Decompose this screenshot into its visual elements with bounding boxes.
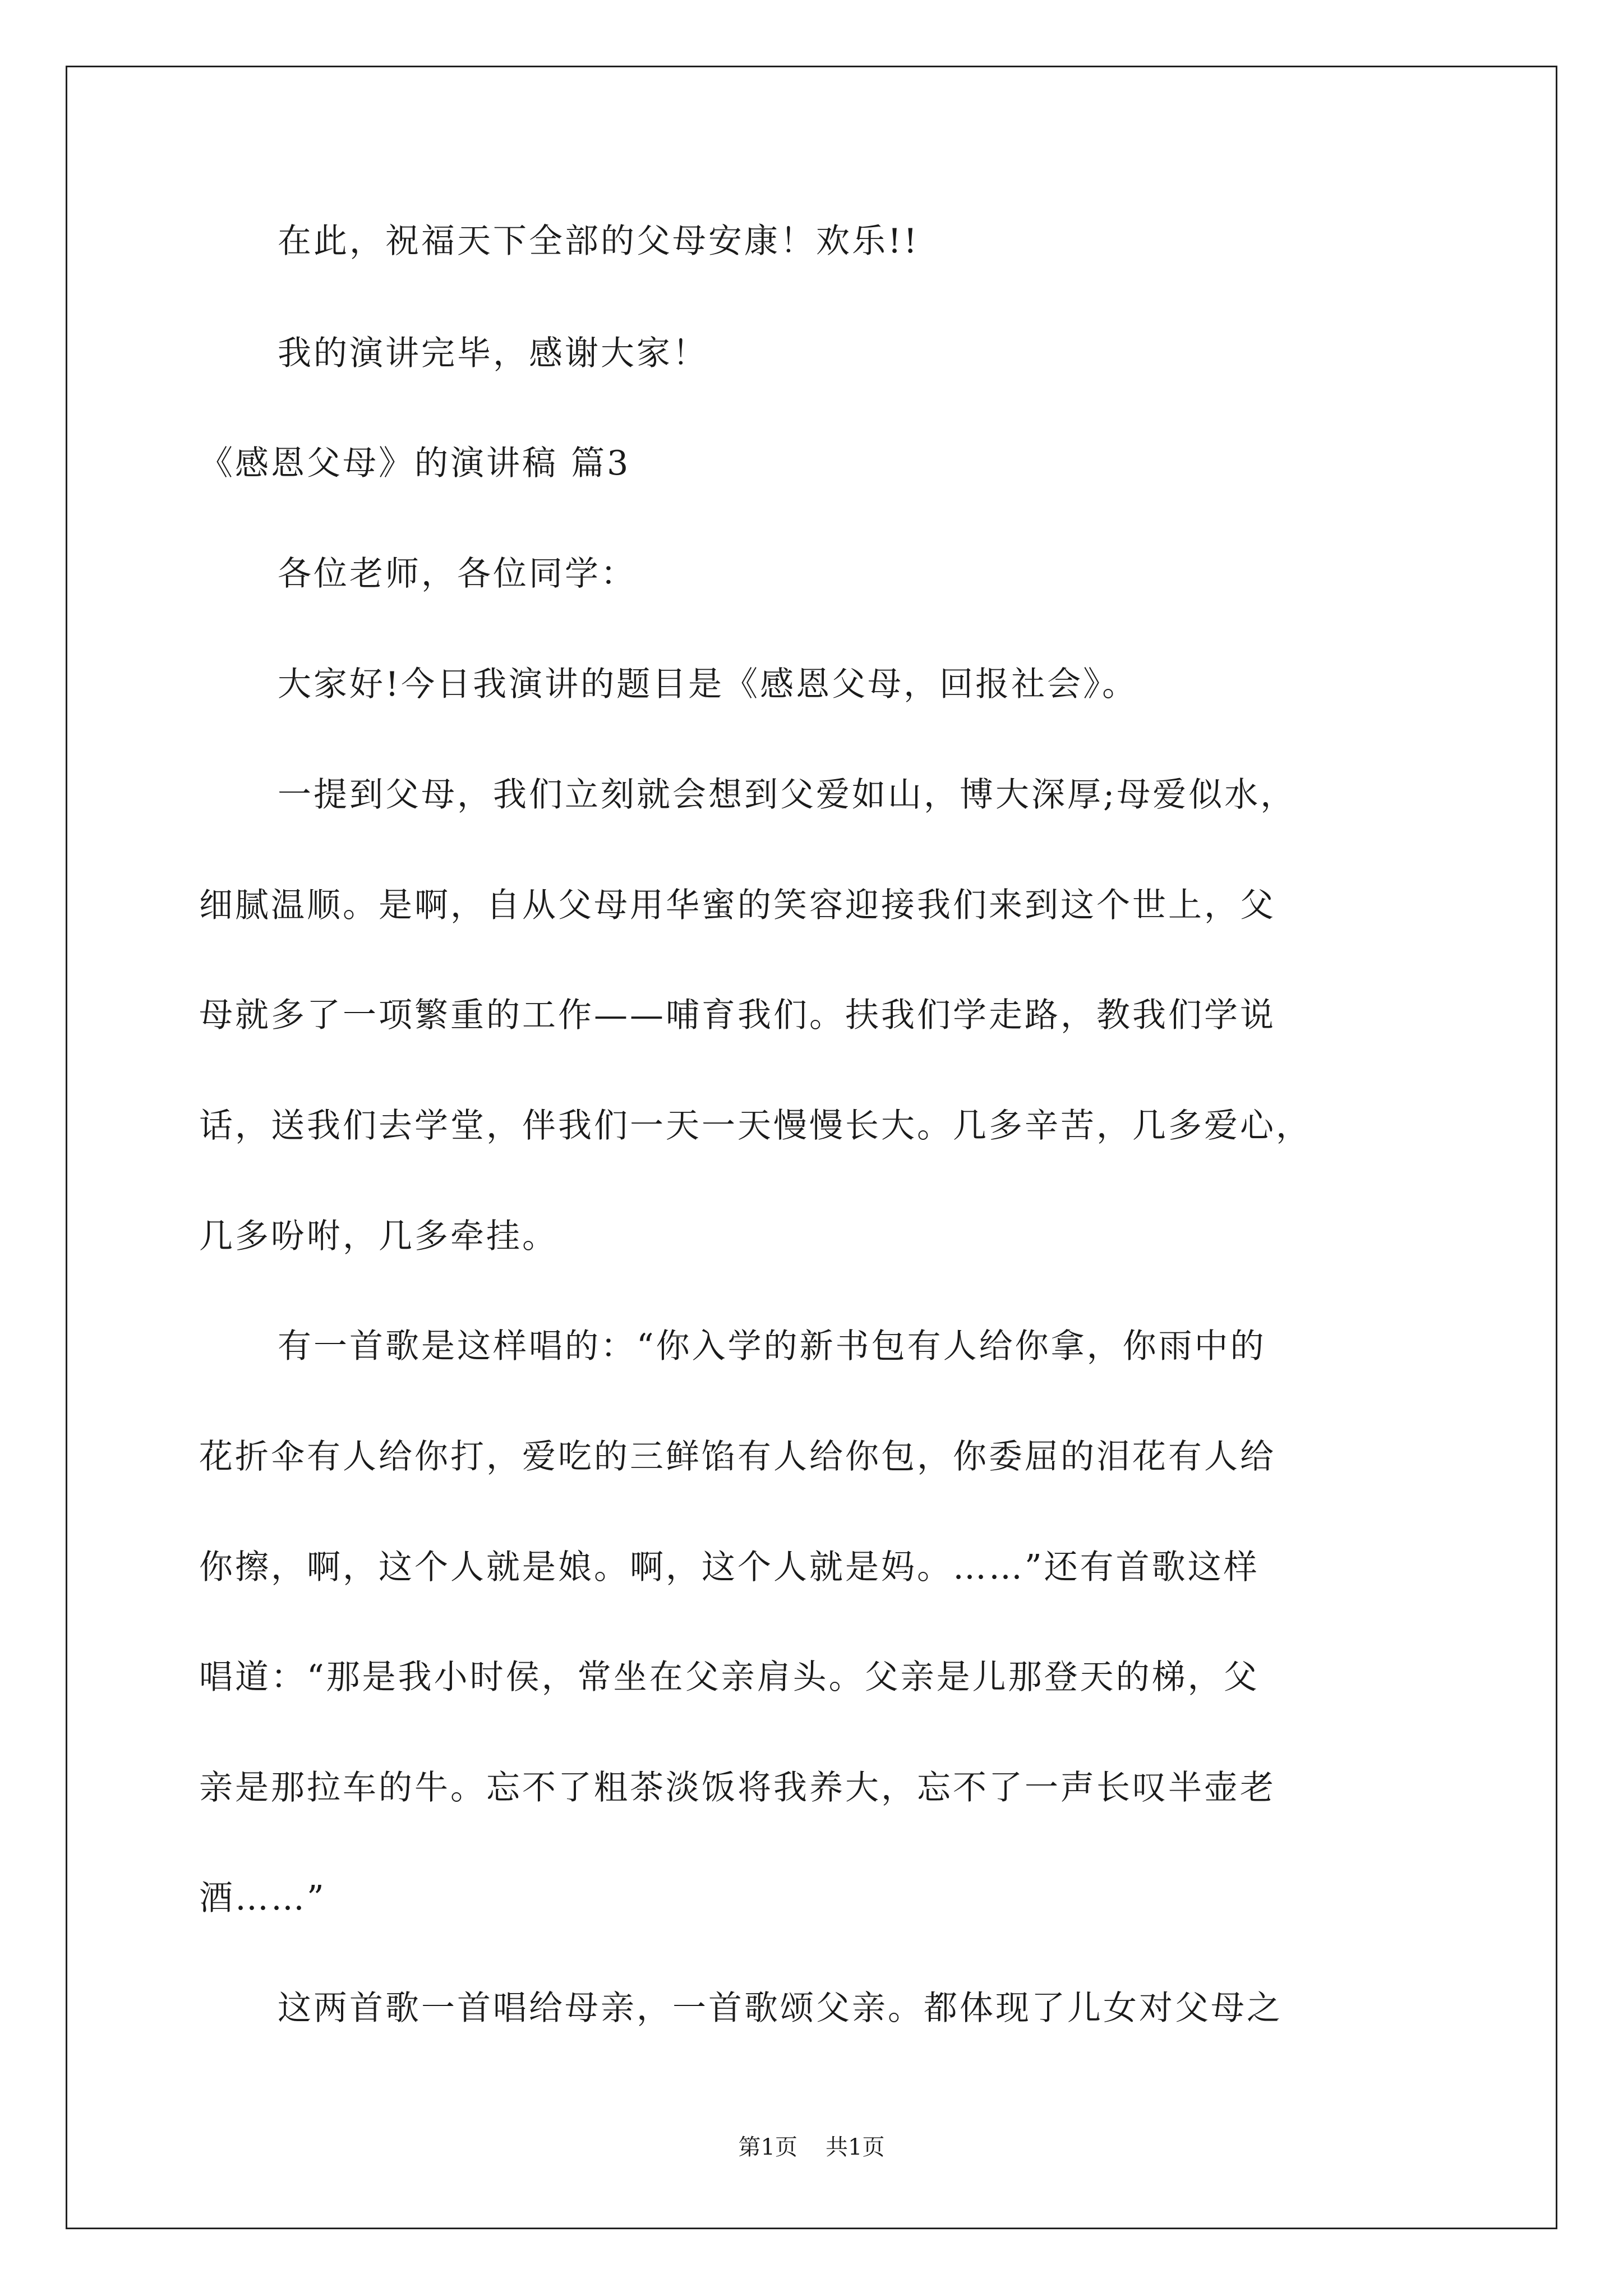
salutation: 各位老师，各位同学： [278, 554, 637, 593]
paragraph-line: 酒……” [199, 1879, 326, 1918]
paragraph-line: 大家好!今日我演讲的题目是《感恩父母，回报社会》。 [278, 665, 1138, 704]
paragraph-line: 有一首歌是这样唱的：“你入学的新书包有人给你拿，你雨中的 [278, 1327, 1266, 1366]
paragraph-line: 亲是那拉车的牛。忘不了粗茶淡饭将我养大，忘不了一声长叹半壶老 [199, 1768, 1276, 1807]
page-number: 第1页 [738, 2134, 797, 2160]
paragraph-line: 几多吩咐，几多牵挂。 [199, 1217, 558, 1256]
page-total: 共1页 [826, 2134, 885, 2160]
page-footer [0, 2133, 1623, 2161]
paragraph-line: 唱道：“那是我小时侯，常坐在父亲肩头。父亲是儿那登天的梯，父 [199, 1658, 1260, 1697]
paragraph-line: 话，送我们去学堂，伴我们一天一天慢慢长大。几多辛苦，几多爱心， [199, 1106, 1312, 1145]
closing-thanks-line: 我的演讲完毕，感谢大家！ [278, 334, 708, 373]
section-heading: 《感恩父母》的演讲稿 篇3 [199, 444, 631, 483]
paragraph-line: 细腻温顺。是啊，自从父母用华蜜的笑容迎接我们来到这个世上，父 [199, 886, 1276, 925]
paragraph-line: 一提到父母，我们立刻就会想到父爱如山，博大深厚;母爱似水， [278, 775, 1297, 815]
paragraph-line: 这两首歌一首唱给母亲，一首歌颂父亲。都体现了儿女对父母之 [278, 1989, 1283, 2028]
closing-wish-line: 在此，祝福天下全部的父母安康！欢乐!! [278, 222, 920, 261]
paragraph-line: 你擦，啊，这个人就是娘。啊，这个人就是妈。……”还有首歌这样 [199, 1548, 1260, 1587]
paragraph-line: 花折伞有人给你打，爱吃的三鲜馅有人给你包，你委屈的泪花有人给 [199, 1437, 1276, 1476]
paragraph-line: 母就多了一项繁重的工作——哺育我们。扶我们学走路，教我们学说 [199, 996, 1276, 1035]
